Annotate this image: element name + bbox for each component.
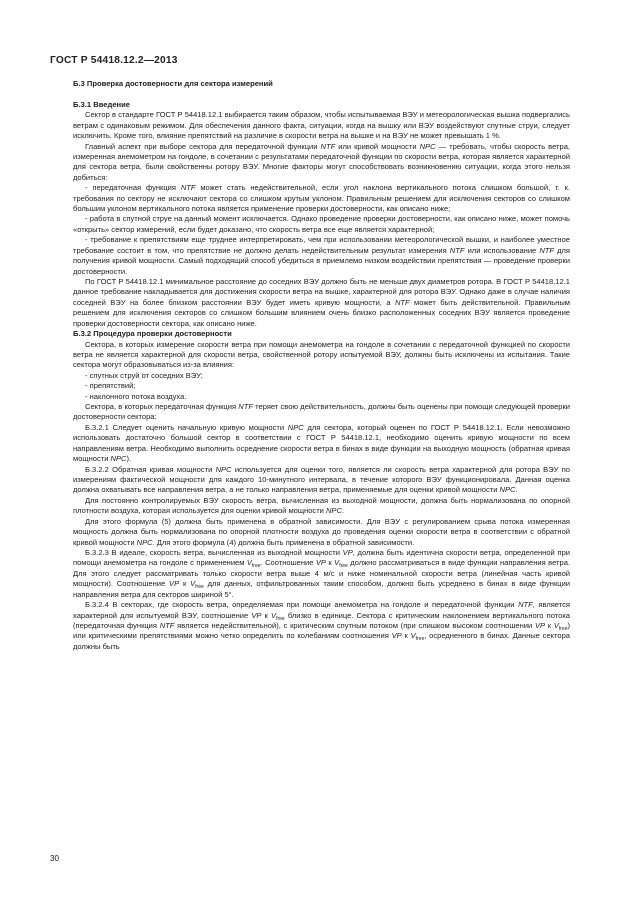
paragraph: Б.3.2.4 В секторах, где скорость ветра, определяемая при помощи анемометра на гондоле и передаточной функции NTF, является характерной для испытуемой ВЭУ, соотношение VP к $V_{free}$ близко в единице. Сектора с критическим наклонением вертикального потока (передаточная функция NTF является недействительной), с критическим спутным потоком (при слишком высоком соотношении VP к $V_{free}$) или критическими препятствиями можно четко определить по колебаниям соотношения VP к $V_{free}$, осредненного в бинах. Данные сектора должны быть bbox=[73, 600, 571, 651]
paragraph: Сектора, в которых измерение скорости ветра при помощи анемометра на гондоле в сочетании с передаточной функцией по скорости ветра не является характерной для скорости ветра, свойственной ротору испытуемой ВЭУ, должны быть исключены из испытания. Такие сектора могут образовываться из-за влияния: bbox=[73, 339, 570, 370]
subsection-title-introduction: Б.3.1 Введение bbox=[73, 99, 131, 109]
subsection-title-procedure: Б.3.2 Процедура проверки достоверности bbox=[73, 329, 232, 339]
paragraph: Сектор в стандарте ГОСТ Р 54418.12.1 выбирается таким образом, чтобы испытываемая ВЭУ и метеорологическая вышка подвергались ветрам с одинаковым режимом. Для обеспечения данного факта, ситуации, когда на вышку или ВЭУ воздействуют спутные струи, следует исключить. Кроме того, влияние препятствий на различие в скорости ветра на вышке и на ВЭУ не может превышать 1 %. bbox=[73, 110, 570, 141]
paragraph: Б.3.2.2 Обратная кривая мощности NPC используется для оценки того, является ли скорость ветра характерной для ротора ВЭУ по измерениям фактической мощности для каждого 10-минутного интервала, в течение которого ВЭУ функционировала. Данная оценка должна охватывать все направления ветра, а не только направления ветра, применяемые для оценки кривой мощности NPC. bbox=[73, 464, 570, 495]
list-item: - работа в спутной струе на данный момент исключается. Однако проведение проверки достоверности, как описано ниже, может помочь «открыть» сектор измерений, если будет доказано, что скорость ветра все еще является характерной; bbox=[73, 214, 570, 234]
list-item: - препятствий; bbox=[85, 381, 136, 391]
paragraph: По ГОСТ Р 54418.12.1 минимальное расстояние до соседних ВЭУ должно быть не меньше двух диаметров ротора. В ГОСТ Р 54418.12.1 данное требование накладывается для достижения скорости ветра на вышке, характерной для ротора ВЭУ. Однако даже в случае наличия соседней ВЭУ на более близком расстоянии ВЭУ будет иметь кривую мощности, а NTF может быть действительной. Правильным решением для исключения секторов со слишком большим влиянием очень близко расположенных соседних ВЭУ является проведение проверки достоверности сектора, как описано ниже. bbox=[73, 277, 570, 328]
list-item: - спутных струй от соседних ВЭУ; bbox=[85, 370, 203, 380]
paragraph: Для постоянно контролируемых ВЭУ скорость ветра, вычисленная из выходной мощности, должна быть нормализована по опорной плотности воздуха, которая используется для оценки кривой мощности NPC. bbox=[73, 495, 570, 516]
list-item: - требование к препятствиям еще труднее интерпретировать, чем при использовании метеорологической вышки, и наиболее уместное требование состоит в том, что препятствие не должно делать недействительным результат измерения NTF или использование NTF для получения кривой мощности. Самый подходящий способ убедиться в приемлемо низком воздействии препятствия — проведение проверки достоверности. bbox=[73, 235, 571, 276]
paragraph: Главный аспект при выборе сектора для передаточной функции NTF или кривой мощности NPC — требовать, чтобы скорость ветра, измеренная анемометром на гондоле, в сочетании с результатами передаточной функции по скорости ветра, которая является характерной для сектора ветра, были свойственны ротору ВЭУ. Многие факторы могут способствовать возникновению ситуации, когда этого нельзя добиться: bbox=[73, 141, 570, 182]
paragraph: Б.3.2.1 Следует оценить начальную кривую мощности NPC для сектора, который оценен по ГОСТ Р 54418.12.1. Если невозможно использовать достаточно большой сектор в соответствии с ГОСТ Р 54418.12.1, необходимо оценить кривую мощности по всем направлениям ветра. Необходимо выполнить осреднение скорости ветра в бинах в виде функции на выходную мощность (обратная кривая мощности NPC). bbox=[73, 422, 570, 464]
list-item: - наклонного потока воздуха. bbox=[85, 391, 187, 401]
page-number: 30 bbox=[50, 854, 60, 863]
list-item: - передаточная функция NTF может стать недействительной, если угол наклона вертикального потока слишком большой, т. к. требования по сектору не исключают сектора со слишком крутым уклоном. Правильным решением для исключения секторов со слишком большим уклоном вертикального потока является применение проверки достоверности, как описано ниже; bbox=[73, 183, 570, 214]
section-title: Б.3 Проверка достоверности для сектора измерений bbox=[73, 79, 273, 88]
paragraph: Сектора, в которых передаточная функция NTF теряет свою действительность, должны быть оценены при помощи следующей проверки достоверности сектора: bbox=[73, 402, 570, 422]
paragraph: Для этого формула (5) должна быть применена в обратной зависимости. Для ВЭУ с регулированием срыва потока измеренная мощность должна быть нормализована по опорной плотности воздуха до проведения оценки скорости ветра в соответствии с обратной кривой мощности NPC. Для этого формула (4) должна быть применена в обратной зависимости. bbox=[73, 516, 570, 547]
document-header: ГОСТ Р 54418.12.2—2013 bbox=[50, 55, 178, 66]
paragraph: Б.3.2.3 В идеале, скорость ветра, вычисленная из выходной мощности VP, должна быть идентична скорости ветра, определенной при помощи анемометра на гондоле с применением $V_{free}$. Соотношение VP к $V_{free}$ должно рассматриваться в виде функции направления ветра. Для этого следует рассматривать только скорости ветра выше 4 м/с и ниже номинальной скорости ветра (линейная часть кривой мощности). Соотношение VP к $V_{free}$ для данных, отфильтрованных таким способом, должно быть усреднено в бинах в виде функции направления ветра для секторов шириной 5°. bbox=[73, 547, 571, 599]
document-body bbox=[73, 79, 570, 652]
